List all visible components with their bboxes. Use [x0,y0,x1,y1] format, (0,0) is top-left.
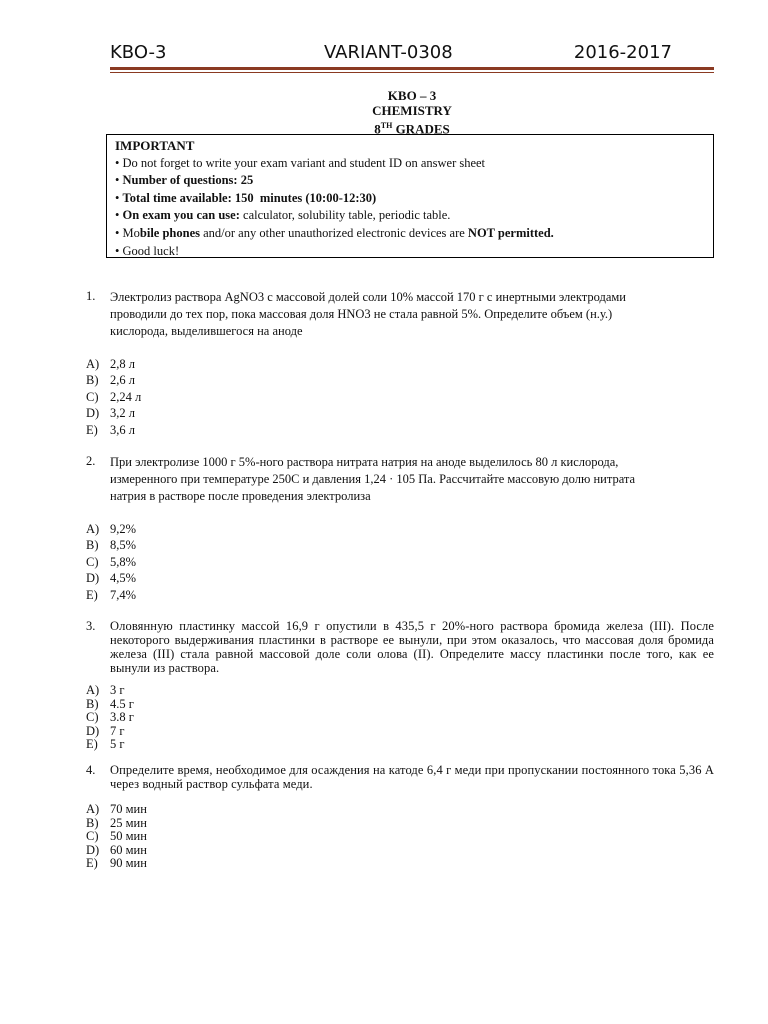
header-course-code: KBO-3 [110,42,167,63]
answer-option: B) 25 мин [86,815,147,830]
answer-option: D) 3,2 л [86,406,135,421]
answer-option: E) 7,4% [86,587,137,602]
question-number: 3. [86,619,96,633]
question-text: Оловянную пластинку массой 16,9 г опустили в 435,5 г 20%-ного раствора бромида железа (III). После некоторого выдерживания пластинки в растворе ее вынули, при этом оказалось, что массовая доля бромида железа (III) стала равной массовой доле соли олова (II). Определите массу пластинки после того, как ее вынули из раствора. [110,619,714,675]
answer-option: A) 2,8 л [86,357,135,371]
question-3-options [86,684,134,752]
instruction-item: • Total time available: 150 minutes (10:00-12:30) [115,190,377,205]
instruction-item: • On exam you can use: calculator, solubility table, periodic table. [115,208,451,223]
answer-option: B) 2,6 л [86,373,135,388]
header-variant: VARIANT-0308 [324,42,453,63]
instruction-item: • Good luck! [115,243,180,258]
instruction-item: • Number of questions: 25 [115,173,254,188]
answer-option: D) 7 г [86,723,125,738]
instruction-item: • Mobile phones and/or any other unauthorized electronic devices are NOT permitted. [115,225,554,240]
title-line-3: 8TH GRADES [374,121,450,137]
answer-option: A) 70 мин [86,802,147,816]
question-2 [86,454,714,505]
title-line-1: KBO – 3 [387,88,437,103]
answer-option: C) 5,8% [86,554,137,569]
answer-option: D) 4,5% [86,571,137,586]
question-text: Электролиз раствора AgNO3 с массовой долей соли 10% массой 170 г с инертными электродами проводили до тех пор, пока массовая доля HNO3 не стала равной 5%. Определите объем (н.у.) кислорода, выделившегося на аноде [110,290,626,338]
question-text: При электролизе 1000 г 5%-ного раствора нитрата натрия на аноде выделилось 80 л кислорода, измеренного при температуре 250С и давления 1,24 · 105 Па. Рассчитайте массовую долю нитрата натрия в растворе после проведения электролиза [110,455,636,503]
header-year: 2016-2017 [573,42,672,63]
answer-option: B) 8,5% [86,538,137,553]
exam-title [110,88,714,136]
question-number: 1. [86,289,96,303]
question-1-options [86,356,141,438]
answer-option: E) 5 г [86,737,125,752]
title-line-2: CHEMISTRY [372,103,452,118]
question-number: 2. [86,454,96,468]
answer-option: B) 4.5 г [86,696,134,711]
answer-option: E) 3,6 л [86,422,135,437]
header-rule-thin [110,72,714,73]
question-text: Определите время, необходимое для осаждения на катоде 6,4 г меди при пропускании постоянного тока 5,36 А через водный раствор сульфата меди. [110,763,714,791]
instruction-item: • Do not forget to write your exam variant and student ID on answer sheet [115,155,486,170]
answer-option: C) 50 мин [86,829,147,844]
important-instructions-box [106,134,714,258]
answer-option: C) 3.8 г [86,710,134,725]
answer-option: A) 9,2% [86,522,137,536]
header-rule-thick [110,67,714,70]
question-number: 4. [86,763,96,777]
question-3 [86,619,714,675]
page-header [110,42,714,68]
answer-option: A) 3 г [86,683,125,697]
question-2-options [86,521,136,603]
question-4 [86,763,714,791]
answer-option: D) 60 мин [86,842,147,857]
important-heading: IMPORTANT [115,138,195,153]
question-1 [86,289,714,340]
answer-option: C) 2,24 л [86,389,142,404]
answer-option: E) 90 мин [86,856,147,871]
question-4-options [86,803,147,871]
